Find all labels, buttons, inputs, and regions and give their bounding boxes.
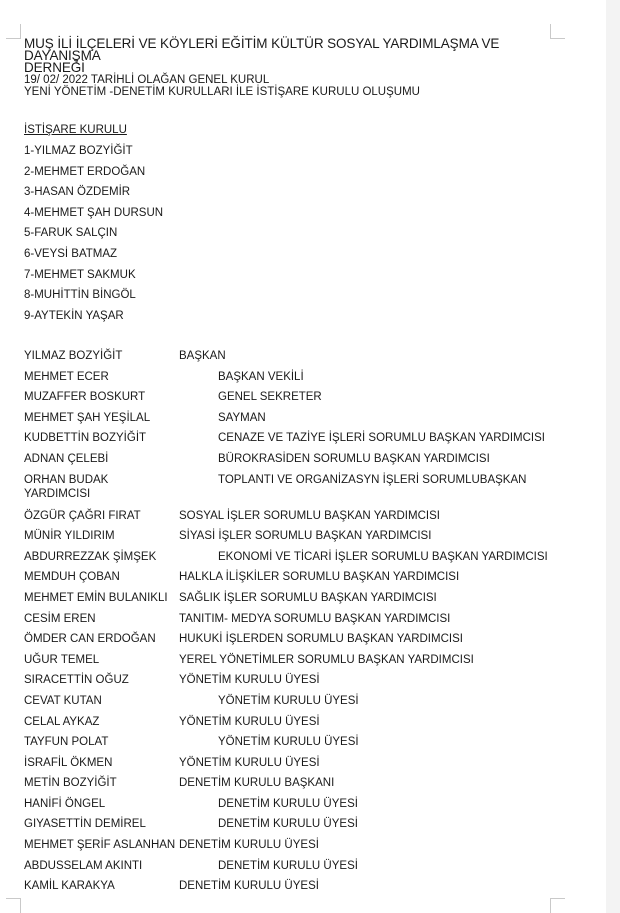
- viewer-background: [606, 0, 620, 913]
- member-role: YÖNETİM KURULU ÜYESİ: [218, 736, 359, 749]
- istisare-member-list: [24, 141, 163, 326]
- crop-mark-top-left: [6, 24, 21, 39]
- board-row: [24, 367, 584, 388]
- member-name: UĞUR TEMEL: [24, 653, 100, 666]
- meeting-line: 19/ 02/ 2022 TARİHLİ OLAĞAN GENEL KURUL: [24, 74, 270, 86]
- board-row: [24, 835, 584, 856]
- member-name: MEMDUH ÇOBAN: [24, 571, 120, 584]
- member-name: ADNAN ÇELEBİ: [24, 452, 109, 465]
- list-item: 5-FARUK SALÇIN: [24, 227, 118, 240]
- member-role: DENETİM KURULU ÜYESİ: [218, 818, 358, 831]
- istisare-heading: İSTİŞARE KURULU: [24, 124, 127, 136]
- crop-mark-bottom-right: [550, 898, 565, 913]
- member-name: KAMİL KARAKYA: [24, 880, 115, 893]
- board-member-list: [24, 346, 584, 897]
- board-row: [24, 712, 584, 733]
- member-name: KUDBETTİN BOZYİĞİT: [24, 432, 147, 445]
- board-row: [24, 346, 584, 367]
- association-title-line1: MUŞ İLİ İLÇELERİ VE KÖYLERİ EĞİTİM KÜLTÜR SOSYAL YARDIMLAŞMA VE DAYANIŞMA: [24, 36, 500, 63]
- board-row: [24, 856, 584, 877]
- member-name: MUZAFFER BOSKURT: [24, 391, 146, 404]
- list-item: 4-MEHMET ŞAH DURSUN: [24, 206, 164, 219]
- board-row: [24, 609, 584, 630]
- member-role: SİYASİ İŞLER SORUMLU BAŞKAN YARDIMCISI: [179, 530, 432, 543]
- member-role: BAŞKAN: [179, 350, 226, 362]
- association-title-line2: DERNEĞİ: [24, 60, 85, 75]
- member-name: ABDURREZZAK ŞİMŞEK: [24, 550, 157, 563]
- board-row: [24, 814, 584, 835]
- member-name: TAYFUN POLAT: [24, 736, 109, 749]
- document-header: [24, 38, 554, 98]
- board-row: [24, 753, 584, 774]
- member-role: DENETİM KURULU BAŞKANI: [179, 777, 335, 790]
- member-name: MEHMET ŞERİF ASLANHAN: [24, 839, 176, 852]
- board-row: [24, 794, 584, 815]
- member-name: MÜNİR YILDIRIM: [24, 530, 115, 543]
- member-name: İSRAFİL ÖKMEN: [24, 756, 113, 769]
- board-row: [24, 773, 584, 794]
- list-item: 8-MUHİTTİN BİNGÖL: [24, 289, 136, 302]
- member-name: SIRACETTİN OĞUZ: [24, 674, 129, 687]
- subject-line: YENİ YÖNETİM -DENETİM KURULLARI İLE İSTİŞARE KURULU OLUŞUMU: [24, 86, 420, 98]
- member-name: MEHMET ŞAH YEŞİLAL: [24, 411, 151, 424]
- member-name: CEVAT KUTAN: [24, 694, 102, 707]
- member-role: DENETİM KURULU ÜYESİ: [218, 797, 358, 810]
- member-role: GENEL SEKRETER: [218, 391, 322, 404]
- list-item: 7-MEHMET SAKMUK: [24, 268, 136, 281]
- member-role: YÖNETİM KURULU ÜYESİ: [179, 715, 320, 728]
- list-item: 6-VEYSİ BATMAZ: [24, 247, 118, 260]
- member-role: SOSYAL İŞLER SORUMLU BAŞKAN YARDIMCISI: [179, 509, 440, 522]
- member-role: DENETİM KURULU ÜYESİ: [218, 859, 358, 872]
- board-row: [24, 506, 584, 527]
- member-name: ORHAN BUDAK YARDIMCISI: [24, 473, 109, 500]
- board-row: [24, 428, 584, 449]
- member-role: HALKLA İLİŞKİLER SORUMLU BAŞKAN YARDIMCISI: [179, 571, 460, 584]
- member-name: METİN BOZYİĞİT: [24, 777, 117, 790]
- member-name: ÖMDER CAN ERDOĞAN: [24, 633, 156, 646]
- member-role: YÖNETİM KURULU ÜYESİ: [179, 756, 320, 769]
- list-item: 2-MEHMET ERDOĞAN: [24, 165, 146, 178]
- board-row: [24, 387, 584, 408]
- member-name: ABDUSSELAM AKINTI: [24, 859, 143, 872]
- board-row: [24, 670, 584, 691]
- board-row: [24, 588, 584, 609]
- member-role: BÜROKRASİDEN SORUMLU BAŞKAN YARDIMCISI: [218, 452, 490, 465]
- member-role: TOPLANTI VE ORGANİZASYN İŞLERİ SORUMLUBAŞKAN: [218, 473, 527, 486]
- crop-mark-top-right: [550, 24, 565, 39]
- board-row: [24, 408, 584, 429]
- member-role: TANITIM- MEDYA SORUMLU BAŞKAN YARDIMCISI: [179, 612, 451, 625]
- crop-mark-bottom-left: [6, 898, 21, 913]
- member-role: YÖNETİM KURULU ÜYESİ: [179, 674, 320, 687]
- member-name: ÖZGÜR ÇAĞRI FIRAT: [24, 509, 141, 522]
- board-row: [24, 449, 584, 470]
- board-row: [24, 526, 584, 547]
- member-role: YEREL YÖNETİMLER SORUMLU BAŞKAN YARDIMCISI: [179, 653, 474, 666]
- list-item: 9-AYTEKİN YAŞAR: [24, 309, 124, 322]
- list-item: 3-HASAN ÖZDEMİR: [24, 186, 131, 199]
- list-item: 1-YILMAZ BOZYİĞİT: [24, 145, 133, 157]
- member-role: SAĞLIK İŞLER SORUMLU BAŞKAN YARDIMCISI: [179, 591, 437, 604]
- member-role: DENETİM KURULU ÜYESİ: [179, 839, 319, 852]
- member-name: GIYASETTİN DEMİREL: [24, 818, 146, 831]
- member-name: CELAL AYKAZ: [24, 715, 100, 728]
- member-name: YILMAZ BOZYİĞİT: [24, 350, 123, 362]
- member-role: SAYMAN: [218, 411, 266, 424]
- member-name: CESİM EREN: [24, 612, 96, 625]
- board-row: [24, 732, 584, 753]
- member-role: YÖNETİM KURULU ÜYESİ: [218, 694, 359, 707]
- board-row: [24, 629, 584, 650]
- member-role: CENAZE VE TAZİYE İŞLERİ SORUMLU BAŞKAN YARDIMCISI: [218, 432, 545, 445]
- board-row: [24, 691, 584, 712]
- member-role: BAŞKAN VEKİLİ: [218, 370, 304, 383]
- board-row: [24, 547, 584, 568]
- board-row: [24, 876, 584, 897]
- member-role: DENETİM KURULU ÜYESİ: [179, 880, 319, 893]
- member-role: HUKUKİ İŞLERDEN SORUMLU BAŞKAN YARDIMCISI: [179, 633, 463, 646]
- member-name: MEHMET ECER: [24, 370, 109, 383]
- board-row: [24, 470, 584, 506]
- member-role: EKONOMİ VE TİCARİ İŞLER SORUMLU BAŞKAN YARDIMCISI: [218, 550, 548, 563]
- member-name: HANİFİ ÖNGEL: [24, 797, 106, 810]
- board-row: [24, 650, 584, 671]
- board-row: [24, 567, 584, 588]
- member-name: MEHMET EMİN BULANIKLI: [24, 591, 168, 604]
